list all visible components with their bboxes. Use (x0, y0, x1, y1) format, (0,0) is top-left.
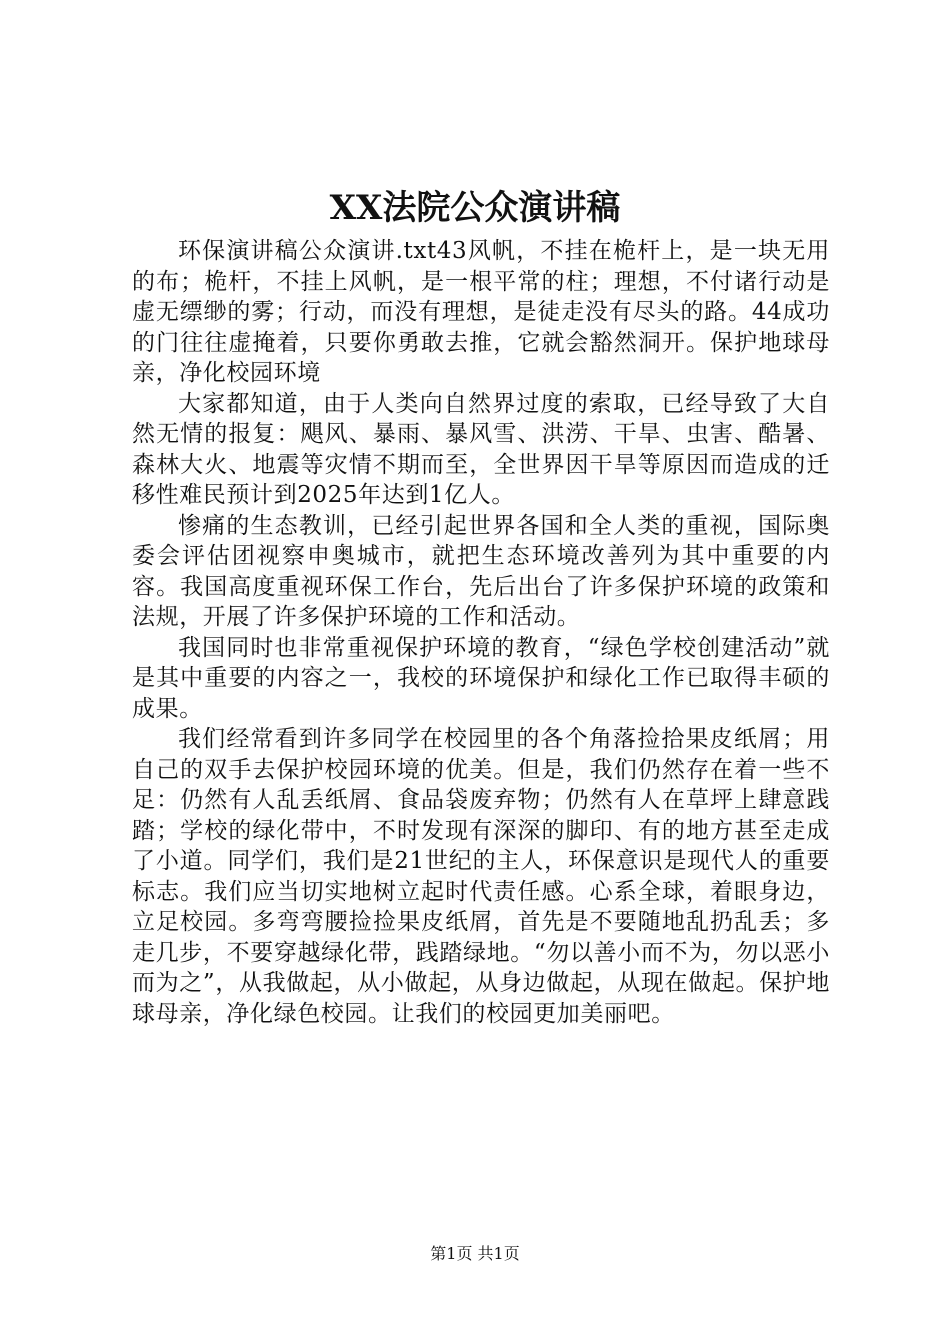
paragraph: 惨痛的生态教训，已经引起世界各国和全人类的重视，国际奥委会评估团视察申奥城市，就把生态环境改善列为其中重要的内容。我国高度重视环保工作台，先后出台了许多保护环境的政策和法规，开展了许多保护环境的工作和活动。 (132, 512, 830, 630)
document-body (132, 236, 830, 1029)
paragraph: 我们经常看到许多同学在校园里的各个角落捡拾果皮纸屑；用自己的双手去保护校园环境的优美。但是，我们仍然存在着一些不足：仍然有人乱丢纸屑、食品袋废弃物；仍然有人在草坪上肆意践踏；学校的绿化带中，不时发现有深深的脚印、有的地方甚至走成了小道。同学们，我们是21世纪的主人，环保意识是现代人的重要标志。我们应当切实地树立起时代责任感。心系全球，着眼身边，立足校园。多弯弯腰捡捡果皮纸屑，首先是不要随地乱扔乱丢；多走几步，不要穿越绿化带，践踏绿地。“勿以善小而不为，勿以恶小而为之”，从我做起，从小做起，从身边做起，从现在做起。保护地球母亲，净化绿色校园。让我们的校园更加美丽吧。 (132, 726, 830, 1027)
paragraph: 我国同时也非常重视保护环境的教育，“绿色学校创建活动”就是其中重要的内容之一，我校的环境保护和绿化工作已取得丰硕的成果。 (132, 634, 830, 722)
document-title: XX法院公众演讲稿 (329, 188, 621, 228)
paragraph: 大家都知道，由于人类向自然界过度的索取，已经导致了大自然无情的报复：飓风、暴雨、暴风雪、洪涝、干旱、虫害、酷暑、森林大火、地震等灾情不期而至，全世界因干旱等原因而造成的迁移性难民预计到2025年达到1亿人。 (132, 390, 830, 508)
paragraph: 环保演讲稿公众演讲.txt43风帆，不挂在桅杆上，是一块无用的布；桅杆，不挂上风帆，是一根平常的柱；理想，不付诸行动是虚无缥缈的雾；行动，而没有理想，是徒走没有尽头的路。44成功的门往往虚掩着，只要你勇敢去推，它就会豁然洞开。保护地球母亲，净化校园环境 (132, 238, 830, 386)
page-footer: 第1页 共1页 (430, 1244, 520, 1263)
